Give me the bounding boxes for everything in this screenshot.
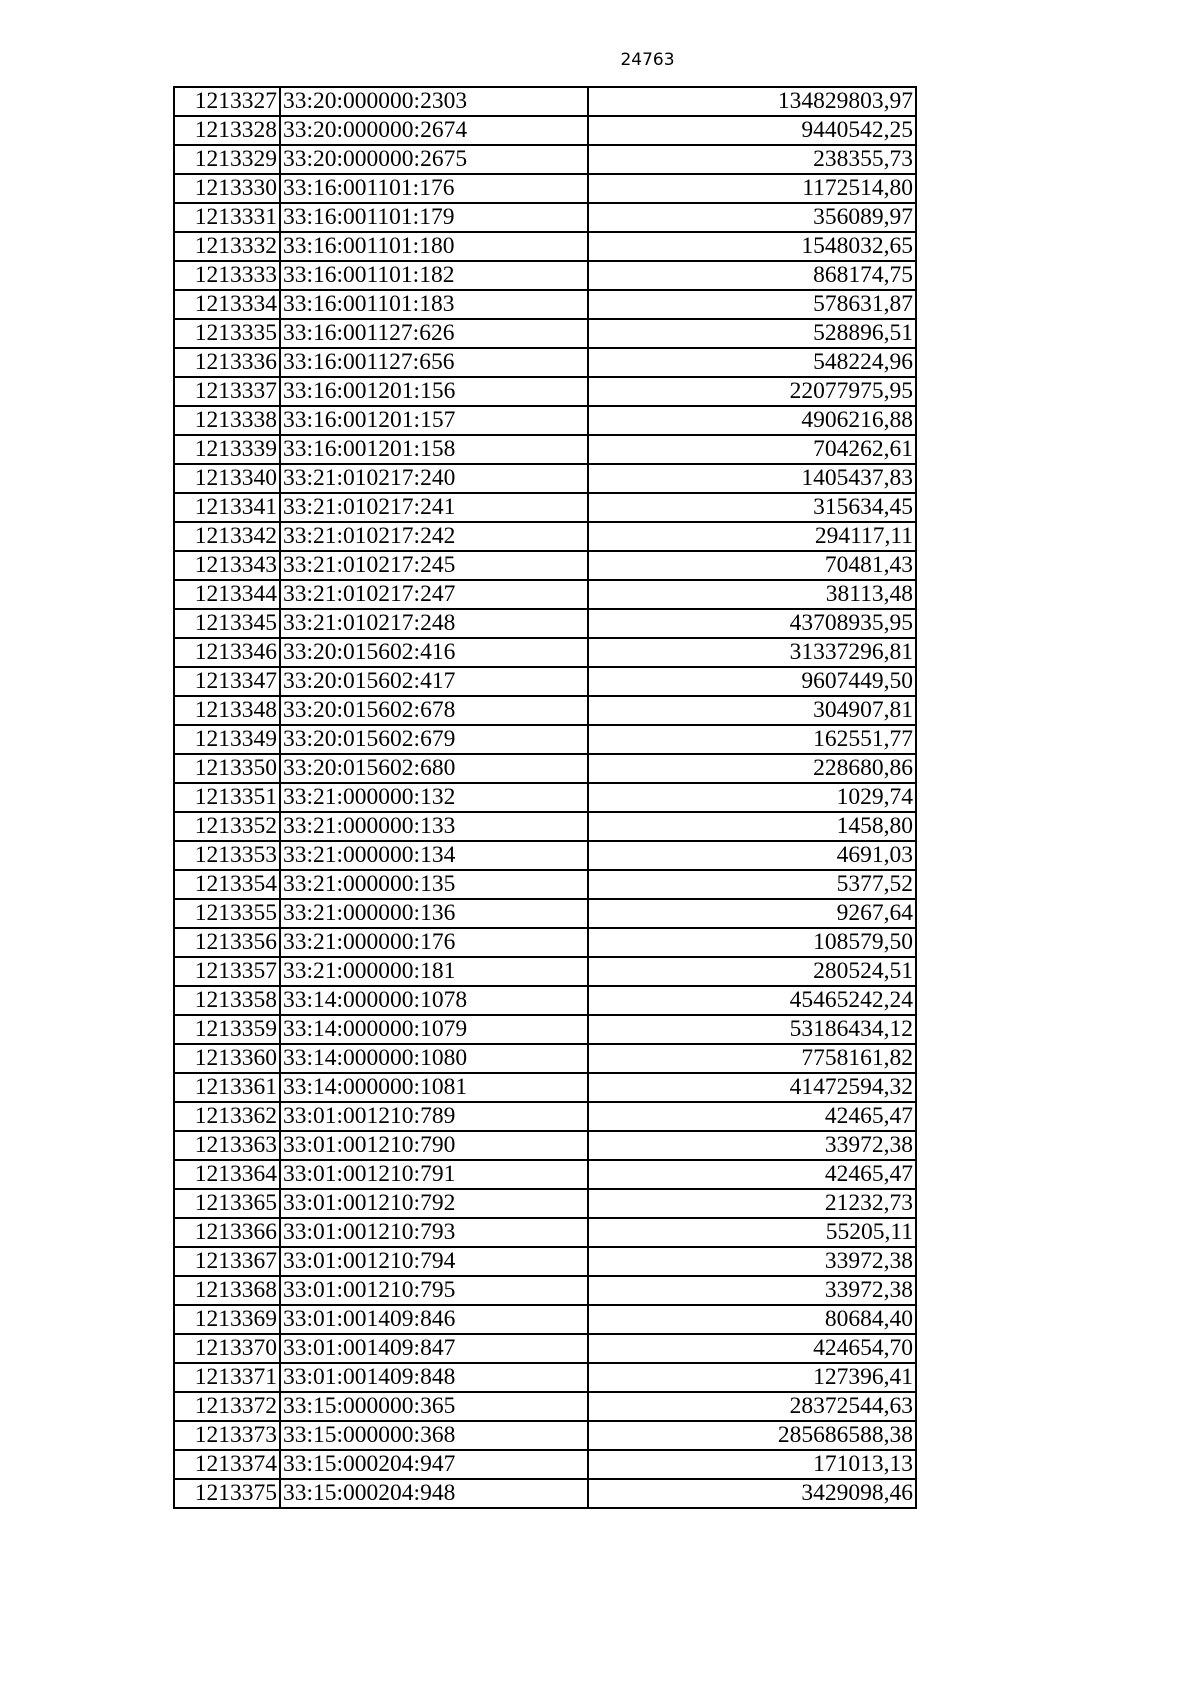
value-cell: 5377,52 xyxy=(588,870,916,899)
table-row xyxy=(174,435,916,464)
value-cell: 127396,41 xyxy=(588,1363,916,1392)
table-row xyxy=(174,986,916,1015)
cadastral-number-cell: 33:20:000000:2303 xyxy=(280,87,588,116)
cadastral-number-cell: 33:21:000000:132 xyxy=(280,783,588,812)
row-number-cell: 1213350 xyxy=(174,754,280,783)
value-cell: 22077975,95 xyxy=(588,377,916,406)
cadastral-number-cell: 33:21:010217:241 xyxy=(280,493,588,522)
value-cell: 7758161,82 xyxy=(588,1044,916,1073)
row-number-cell: 1213329 xyxy=(174,145,280,174)
table-row xyxy=(174,319,916,348)
table-row xyxy=(174,1102,916,1131)
value-cell: 4691,03 xyxy=(588,841,916,870)
table-row xyxy=(174,1218,916,1247)
value-cell: 53186434,12 xyxy=(588,1015,916,1044)
row-number-cell: 1213361 xyxy=(174,1073,280,1102)
table-row xyxy=(174,1131,916,1160)
row-number-cell: 1213351 xyxy=(174,783,280,812)
table-row xyxy=(174,725,916,754)
row-number-cell: 1213334 xyxy=(174,290,280,319)
table-row xyxy=(174,87,916,116)
row-number-cell: 1213337 xyxy=(174,377,280,406)
table-row xyxy=(174,1363,916,1392)
value-cell: 304907,81 xyxy=(588,696,916,725)
cadastral-number-cell: 33:16:001201:156 xyxy=(280,377,588,406)
table-row xyxy=(174,348,916,377)
table-row xyxy=(174,609,916,638)
row-number-cell: 1213366 xyxy=(174,1218,280,1247)
value-cell: 1548032,65 xyxy=(588,232,916,261)
table-row xyxy=(174,1015,916,1044)
cadastral-number-cell: 33:21:000000:134 xyxy=(280,841,588,870)
table-row xyxy=(174,928,916,957)
cadastral-number-cell: 33:01:001210:789 xyxy=(280,1102,588,1131)
value-cell: 1172514,80 xyxy=(588,174,916,203)
row-number-cell: 1213362 xyxy=(174,1102,280,1131)
row-number-cell: 1213336 xyxy=(174,348,280,377)
table-row xyxy=(174,1276,916,1305)
cadastral-number-cell: 33:16:001201:157 xyxy=(280,406,588,435)
cadastral-number-cell: 33:21:000000:135 xyxy=(280,870,588,899)
table-row xyxy=(174,638,916,667)
cadastral-number-cell: 33:20:015602:679 xyxy=(280,725,588,754)
cadastral-number-cell: 33:21:010217:248 xyxy=(280,609,588,638)
value-cell: 171013,13 xyxy=(588,1450,916,1479)
row-number-cell: 1213342 xyxy=(174,522,280,551)
cadastral-number-cell: 33:14:000000:1081 xyxy=(280,1073,588,1102)
row-number-cell: 1213333 xyxy=(174,261,280,290)
value-cell: 1029,74 xyxy=(588,783,916,812)
value-cell: 134829803,97 xyxy=(588,87,916,116)
row-number-cell: 1213340 xyxy=(174,464,280,493)
cadastral-number-cell: 33:01:001409:847 xyxy=(280,1334,588,1363)
table-row xyxy=(174,812,916,841)
cadastral-number-cell: 33:14:000000:1079 xyxy=(280,1015,588,1044)
row-number-cell: 1213347 xyxy=(174,667,280,696)
row-number-cell: 1213332 xyxy=(174,232,280,261)
row-number-cell: 1213354 xyxy=(174,870,280,899)
table-row xyxy=(174,1160,916,1189)
cadastral-number-cell: 33:21:010217:245 xyxy=(280,551,588,580)
cadastral-number-cell: 33:20:015602:678 xyxy=(280,696,588,725)
row-number-cell: 1213331 xyxy=(174,203,280,232)
cadastral-number-cell: 33:16:001101:176 xyxy=(280,174,588,203)
cadastral-number-cell: 33:01:001210:794 xyxy=(280,1247,588,1276)
table-row xyxy=(174,841,916,870)
cadastral-number-cell: 33:21:000000:136 xyxy=(280,899,588,928)
cadastral-number-cell: 33:16:001101:183 xyxy=(280,290,588,319)
cadastral-number-cell: 33:16:001101:182 xyxy=(280,261,588,290)
table-row xyxy=(174,377,916,406)
table-row xyxy=(174,406,916,435)
row-number-cell: 1213357 xyxy=(174,957,280,986)
table-row xyxy=(174,232,916,261)
table-row xyxy=(174,174,916,203)
row-number-cell: 1213348 xyxy=(174,696,280,725)
row-number-cell: 1213349 xyxy=(174,725,280,754)
table-row xyxy=(174,754,916,783)
cadastral-number-cell: 33:01:001409:846 xyxy=(280,1305,588,1334)
value-cell: 108579,50 xyxy=(588,928,916,957)
cadastral-number-cell: 33:16:001127:656 xyxy=(280,348,588,377)
row-number-cell: 1213371 xyxy=(174,1363,280,1392)
row-number-cell: 1213338 xyxy=(174,406,280,435)
table-row xyxy=(174,1392,916,1421)
row-number-cell: 1213374 xyxy=(174,1450,280,1479)
row-number-cell: 1213358 xyxy=(174,986,280,1015)
value-cell: 280524,51 xyxy=(588,957,916,986)
cadastral-number-cell: 33:01:001210:791 xyxy=(280,1160,588,1189)
row-number-cell: 1213353 xyxy=(174,841,280,870)
value-cell: 868174,75 xyxy=(588,261,916,290)
cadastral-number-cell: 33:21:010217:242 xyxy=(280,522,588,551)
cadastral-number-cell: 33:21:010217:247 xyxy=(280,580,588,609)
table-row xyxy=(174,667,916,696)
cadastral-number-cell: 33:14:000000:1080 xyxy=(280,1044,588,1073)
table-row xyxy=(174,290,916,319)
cadastral-number-cell: 33:01:001409:848 xyxy=(280,1363,588,1392)
value-cell: 70481,43 xyxy=(588,551,916,580)
table-row xyxy=(174,464,916,493)
cadastral-number-cell: 33:16:001127:626 xyxy=(280,319,588,348)
cadastral-number-cell: 33:16:001101:179 xyxy=(280,203,588,232)
row-number-cell: 1213368 xyxy=(174,1276,280,1305)
table-row xyxy=(174,145,916,174)
row-number-cell: 1213356 xyxy=(174,928,280,957)
table-row xyxy=(174,1334,916,1363)
table-row xyxy=(174,1189,916,1218)
cadastral-number-cell: 33:20:015602:416 xyxy=(280,638,588,667)
row-number-cell: 1213367 xyxy=(174,1247,280,1276)
table-row xyxy=(174,1421,916,1450)
table-row xyxy=(174,1479,916,1508)
row-number-cell: 1213345 xyxy=(174,609,280,638)
table-row xyxy=(174,783,916,812)
table-row xyxy=(174,899,916,928)
cadastral-number-cell: 33:01:001210:792 xyxy=(280,1189,588,1218)
cadastral-number-cell: 33:21:000000:133 xyxy=(280,812,588,841)
row-number-cell: 1213346 xyxy=(174,638,280,667)
table-row xyxy=(174,1305,916,1334)
row-number-cell: 1213327 xyxy=(174,87,280,116)
table-row xyxy=(174,580,916,609)
cadastral-number-cell: 33:21:010217:240 xyxy=(280,464,588,493)
value-cell: 528896,51 xyxy=(588,319,916,348)
value-cell: 162551,77 xyxy=(588,725,916,754)
table-row xyxy=(174,1247,916,1276)
value-cell: 38113,48 xyxy=(588,580,916,609)
value-cell: 238355,73 xyxy=(588,145,916,174)
row-number-cell: 1213343 xyxy=(174,551,280,580)
cadastral-number-cell: 33:20:015602:417 xyxy=(280,667,588,696)
row-number-cell: 1213365 xyxy=(174,1189,280,1218)
table-row xyxy=(174,1073,916,1102)
table-row xyxy=(174,116,916,145)
cadastral-number-cell: 33:20:000000:2675 xyxy=(280,145,588,174)
value-cell: 578631,87 xyxy=(588,290,916,319)
row-number-cell: 1213339 xyxy=(174,435,280,464)
cadastral-number-cell: 33:01:001210:790 xyxy=(280,1131,588,1160)
value-cell: 28372544,63 xyxy=(588,1392,916,1421)
row-number-cell: 1213355 xyxy=(174,899,280,928)
value-cell: 9440542,25 xyxy=(588,116,916,145)
value-cell: 548224,96 xyxy=(588,348,916,377)
row-number-cell: 1213352 xyxy=(174,812,280,841)
table-row xyxy=(174,551,916,580)
value-cell: 31337296,81 xyxy=(588,638,916,667)
value-cell: 356089,97 xyxy=(588,203,916,232)
row-number-cell: 1213341 xyxy=(174,493,280,522)
cadastral-number-cell: 33:16:001101:180 xyxy=(280,232,588,261)
row-number-cell: 1213373 xyxy=(174,1421,280,1450)
value-cell: 1458,80 xyxy=(588,812,916,841)
cadastral-number-cell: 33:20:000000:2674 xyxy=(280,116,588,145)
value-cell: 42465,47 xyxy=(588,1102,916,1131)
cadastral-number-cell: 33:15:000204:947 xyxy=(280,1450,588,1479)
page-number: 24763 xyxy=(620,50,675,70)
value-cell: 9607449,50 xyxy=(588,667,916,696)
cadastral-number-cell: 33:15:000204:948 xyxy=(280,1479,588,1508)
value-cell: 4906216,88 xyxy=(588,406,916,435)
value-cell: 33972,38 xyxy=(588,1131,916,1160)
value-cell: 285686588,38 xyxy=(588,1421,916,1450)
value-cell: 42465,47 xyxy=(588,1160,916,1189)
cadastral-number-cell: 33:21:000000:176 xyxy=(280,928,588,957)
value-cell: 1405437,83 xyxy=(588,464,916,493)
table-row xyxy=(174,203,916,232)
cadastral-number-cell: 33:21:000000:181 xyxy=(280,957,588,986)
table-row xyxy=(174,493,916,522)
value-cell: 43708935,95 xyxy=(588,609,916,638)
value-cell: 45465242,24 xyxy=(588,986,916,1015)
value-cell: 21232,73 xyxy=(588,1189,916,1218)
value-cell: 33972,38 xyxy=(588,1247,916,1276)
row-number-cell: 1213328 xyxy=(174,116,280,145)
value-cell: 704262,61 xyxy=(588,435,916,464)
table-row xyxy=(174,1450,916,1479)
cadastral-number-cell: 33:01:001210:793 xyxy=(280,1218,588,1247)
row-number-cell: 1213335 xyxy=(174,319,280,348)
value-cell: 55205,11 xyxy=(588,1218,916,1247)
row-number-cell: 1213360 xyxy=(174,1044,280,1073)
row-number-cell: 1213330 xyxy=(174,174,280,203)
value-cell: 41472594,32 xyxy=(588,1073,916,1102)
table-row xyxy=(174,261,916,290)
value-cell: 3429098,46 xyxy=(588,1479,916,1508)
value-cell: 424654,70 xyxy=(588,1334,916,1363)
cadastral-number-cell: 33:14:000000:1078 xyxy=(280,986,588,1015)
row-number-cell: 1213370 xyxy=(174,1334,280,1363)
value-cell: 294117,11 xyxy=(588,522,916,551)
table-row xyxy=(174,522,916,551)
value-cell: 33972,38 xyxy=(588,1276,916,1305)
table-row xyxy=(174,957,916,986)
cadastral-number-cell: 33:15:000000:368 xyxy=(280,1421,588,1450)
table-row xyxy=(174,870,916,899)
table-row xyxy=(174,1044,916,1073)
table-row xyxy=(174,696,916,725)
cadastral-number-cell: 33:01:001210:795 xyxy=(280,1276,588,1305)
value-cell: 9267,64 xyxy=(588,899,916,928)
row-number-cell: 1213369 xyxy=(174,1305,280,1334)
row-number-cell: 1213372 xyxy=(174,1392,280,1421)
row-number-cell: 1213359 xyxy=(174,1015,280,1044)
value-cell: 228680,86 xyxy=(588,754,916,783)
row-number-cell: 1213344 xyxy=(174,580,280,609)
row-number-cell: 1213363 xyxy=(174,1131,280,1160)
table-body xyxy=(174,87,916,1508)
cadastral-value-table xyxy=(173,86,917,1509)
row-number-cell: 1213364 xyxy=(174,1160,280,1189)
cadastral-number-cell: 33:15:000000:365 xyxy=(280,1392,588,1421)
value-cell: 315634,45 xyxy=(588,493,916,522)
cadastral-number-cell: 33:16:001201:158 xyxy=(280,435,588,464)
value-cell: 80684,40 xyxy=(588,1305,916,1334)
row-number-cell: 1213375 xyxy=(174,1479,280,1508)
cadastral-number-cell: 33:20:015602:680 xyxy=(280,754,588,783)
